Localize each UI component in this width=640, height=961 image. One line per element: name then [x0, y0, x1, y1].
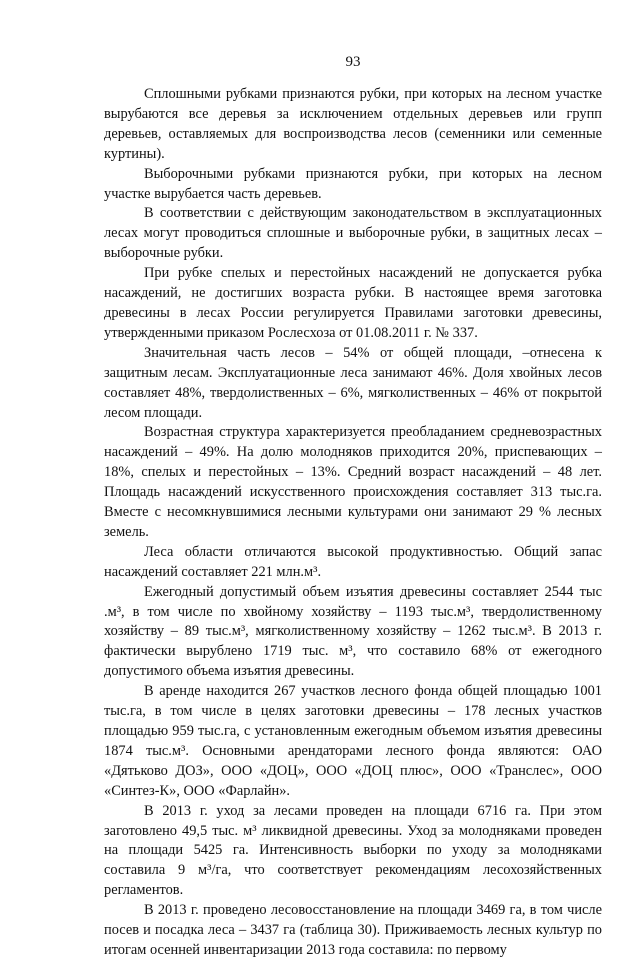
paragraph-reforestation: В 2013 г. проведено лесовосстановление на площади 3469 га, в том числе посев и посадка леса – 3437 га (таблица 30). Приживаемость лесных культур по итогам осенней инвентаризации 2013 года составила: по первому — [104, 902, 602, 958]
paragraph-allowable-cut: Ежегодный допустимый объем изъятия древесины составляет 2544 тыс .м³, в том числе по хвойному хозяйству – 1193 тыс.м³, твердолиственному хозяйству – 89 тыс.м³, мягколиственному хозяйству – 1262 тыс.м³. В 2013 г. фактически вырублено 1719 тыс. м³, что составило 68% от ежегодного допустимого объема изъятия древесины. — [104, 583, 602, 680]
paragraph-productivity: Леса области отличаются высокой продуктивностью. Общий запас насаждений составляет 221 млн.м³. — [104, 543, 602, 580]
paragraph-forest-shares: Значительная часть лесов – 54% от общей площади, –отнесена к защитным лесам. Эксплуатационные леса занимают 46%. Доля хвойных лесов составляет 48%, твердолиственных – 6%, мягколиственных – 46% от покрытой лесом площади. — [104, 344, 602, 421]
page-number: 93 — [345, 54, 361, 70]
paragraph-forest-care: В 2013 г. уход за лесами проведен на площади 6716 га. При этом заготовлено 49,5 тыс. м³ ликвидной древесины. Уход за молодняками проведен на площади 5425 га. Интенсивность выборки по уходу за молодняками составила 9 м³/га, что соответствует рекомендациям лесохозяйственных регламентов. — [104, 802, 602, 899]
paragraph-clear-cutting: Сплошными рубками признаются рубки, при которых на лесном участке вырубаются все деревья за исключением отдельных деревьев или групп деревьев, оставляемых для воспроизводства лесов (семенники или семенные куртины). — [104, 86, 602, 162]
paragraph-selective-cutting: Выборочными рубками признаются рубки, при которых на лесном участке вырубается часть деревьев. — [104, 165, 602, 202]
paragraph-legislation: В соответствии с действующим законодательством в эксплуатационных лесах могут проводиться сплошные и выборочные рубки, в защитных лесах – выборочные рубки. — [104, 205, 602, 262]
paragraph-age-structure: Возрастная структура характеризуется преобладанием средневозрастных насаждений – 49%. На долю молодняков приходится 20%, приспевающих – 18%, спелых и перестойных – 13%. Средний возраст насаждений – 48 лет. Площадь насаждений искусственного происхождения составляет 313 тыс.га. Вместе с несомкнувшимися лесными культурами они занимают 29 % лесных земель. — [104, 424, 602, 540]
paragraph-harvest-rules: При рубке спелых и перестойных насаждений не допускается рубка насаждений, не достигших возраста рубки. В настоящее время заготовка древесины в лесах России регулируется Правилами заготовки древесины, утвержденными приказом Рослесхоза от 01.08.2011 г. № 337. — [104, 265, 602, 341]
paragraph-lease: В аренде находится 267 участков лесного фонда общей площадью 1001 тыс.га, в том числе в целях заготовки древесины – 178 лесных участков площадью 959 тыс.га, с установленным ежегодным объемом изъятия древесины 1874 тыс.м³. Основными арендаторами лесного фонда являются: ОАО «Дятьково ДОЗ», ООО «ДОЦ», ООО «ДОЦ плюс», ООО «Транслес», ООО «Синтез-К», ООО «Фарлайн». — [104, 683, 602, 799]
